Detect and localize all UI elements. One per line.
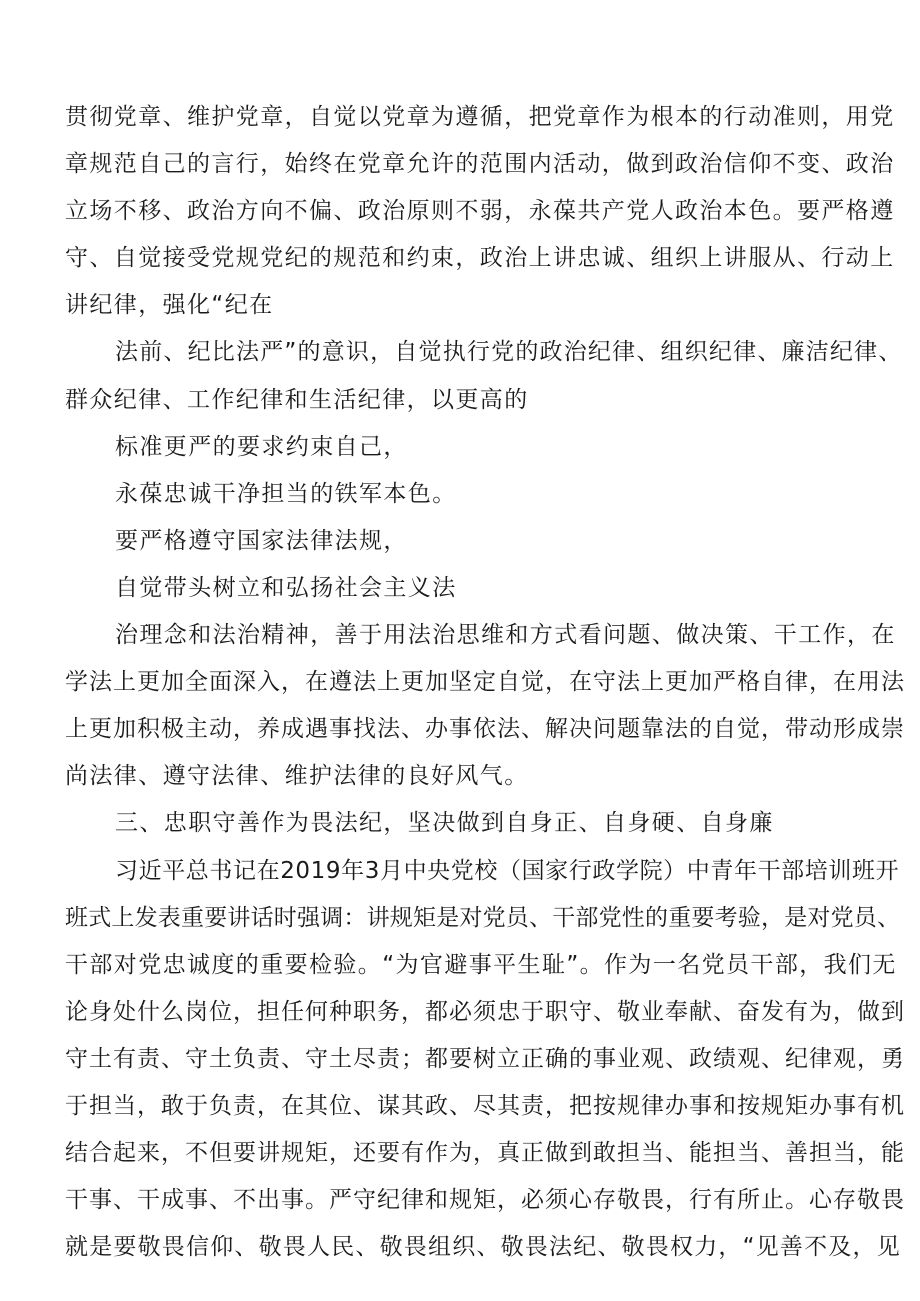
text-line-11: 自觉带头树立和弘扬社会主义法 (115, 574, 457, 601)
text-line-18: 班式上发表重要讲话时强调：讲规矩是对党员、干部党性的重要考验，是对党员、 (65, 904, 901, 931)
text-line-12: 治理念和法治精神，善于用法治思维和方式看问题、做决策、干工作，在 (115, 622, 896, 649)
text-line-8: 标准更严的要求约束自己， (115, 433, 408, 460)
text-line-6: 法前、纪比法严”的意识，自觉执行党的政治纪律、组织纪律、廉洁纪律、 (115, 339, 903, 366)
section-heading: 三、忠职守善作为畏法纪，坚决做到自身正、自身硬、自身廉 (115, 810, 774, 837)
text-line-25: 就是要敬畏信仰、敬畏人民、敬畏组织、敬畏法纪、敬畏权力，“见善不及，见 (65, 1234, 901, 1261)
text-line-15: 尚法律、遵守法律、维护法律的良好风气。 (65, 763, 529, 790)
text-line-13: 学法上更加全面深入，在遵法上更加坚定自觉，在守法上更加严格自律，在用法 (65, 669, 905, 696)
text-line-22: 于担当，敢于负责，在其位、谋其政、尽其责，把按规律办事和按规矩办事有机 (65, 1092, 905, 1119)
text-line-20: 论身处什么岗位，担任何种职务，都必须忠于职守、敬业奉献、奋发有为，做到 (65, 998, 905, 1025)
text-line-3: 立场不移、政治方向不偏、政治原则不弱，永葆共产党人政治本色。要严格遵 (65, 198, 895, 225)
text-line-7: 群众纪律、工作纪律和生活纪律，以更高的 (65, 386, 529, 413)
text-line-10: 要严格遵守国家法律法规， (115, 527, 408, 554)
text-line-5: 讲纪律，强化“纪在 (65, 292, 274, 319)
text-line-21: 守土有责、守土负责、守土尽责；都要树立正确的事业观、政绩观、纪律观，勇 (65, 1045, 905, 1072)
text-line-24: 干事、干成事、不出事。严守纪律和规矩，必须心存敬畏，行有所止。心存敬畏 (65, 1187, 905, 1214)
document-body (65, 94, 905, 1271)
text-line-9: 永葆忠诚干净担当的铁军本色。 (115, 480, 457, 507)
text-line-1: 贯彻党章、维护党章，自觉以党章为遵循，把党章作为根本的行动准则，用党 (65, 104, 895, 130)
text-line-19: 干部对党忠诚度的重要检验。“为官避事平生耻”。作为一名党员干部，我们无 (65, 951, 897, 978)
text-line-17: 习近平总书记在2019年3月中央党校（国家行政学院）中青年干部培训班开 (115, 857, 900, 884)
text-line-2: 章规范自己的言行，始终在党章允许的范围内活动，做到政治信仰不变、政治 (65, 151, 895, 178)
text-line-4: 守、自觉接受党规党纪的规范和约束，政治上讲忠诚、组织上讲服从、行动上 (65, 245, 895, 272)
text-line-14: 上更加积极主动，养成遇事找法、办事依法、解决问题靠法的自觉，带动形成崇 (65, 716, 905, 743)
text-line-23: 结合起来，不但要讲规矩，还要有作为，真正做到敢担当、能担当、善担当，能 (65, 1140, 905, 1167)
